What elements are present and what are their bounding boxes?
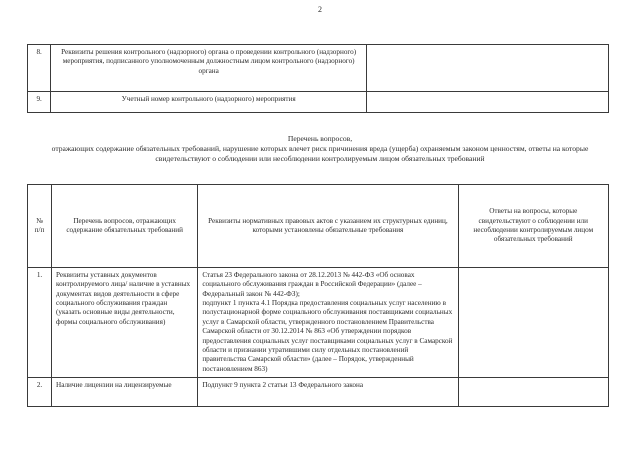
checklist-heading xyxy=(25,134,615,164)
row-number-text: 2. xyxy=(36,380,43,389)
table-row xyxy=(28,92,609,113)
question-cell xyxy=(52,377,198,406)
row-value xyxy=(367,45,609,92)
question-text: Наличие лицензии на лицензируемые xyxy=(56,380,172,389)
table-header-row xyxy=(28,185,609,268)
header-requisites: Реквизиты нормативных правовых актов с указанием их структурных единиц, которыми установлены обязательные требования xyxy=(198,185,458,268)
table-row xyxy=(28,377,609,406)
heading-title: Перечень вопросов, xyxy=(287,134,353,143)
requisites-cell xyxy=(198,377,458,406)
row-value xyxy=(367,92,609,113)
checklist-table xyxy=(27,184,609,407)
row-number: 9. xyxy=(28,92,51,113)
table-row xyxy=(28,45,609,92)
table-row xyxy=(28,268,609,378)
row-label: Реквизиты решения контрольного (надзорного) органа о проведении контрольного (надзорного) мероприятия, подписанного уполномоченным должностным лицом контрольного (надзорного) органа xyxy=(51,45,367,92)
row-number xyxy=(28,377,52,406)
requisites-cell: Статья 23 Федерального закона от 28.12.2013 № 442-ФЗ «Об основах социального обслуживания граждан в Российской Федерации» (далее – Федеральный закон № 442-ФЗ); подпункт 1 пункта 4.1 Порядка предоставления социальных услуг населению в полустационарной форме социального обслуживания поставщиками социальных услуг в Самарской области, утвержденного постановлением Правительства Самарской области от 30.12.2014 № 863 «Об утверждении порядков предоставления социальных услуг поставщиками социальных услуг в Самарской области и признании утратившими силу отдельных постановлений правительства Самарской области» (далее – Порядок, утвержденный постановлением 863) xyxy=(198,268,458,378)
header-questions: Перечень вопросов, отражающих содержание обязательных требований xyxy=(52,185,198,268)
row-label: Учетный номер контрольного (надзорного) мероприятия xyxy=(51,92,367,113)
question-cell: Реквизиты уставных документов контролируемого лица/ наличие в уставных документах видов деятельности в сфере социального обслуживания граждан (указать основные виды деятельности, формы социального обслуживания) xyxy=(52,268,198,378)
answer-cell xyxy=(458,268,609,378)
row-number: 8. xyxy=(28,45,51,92)
page-number: 2 xyxy=(318,5,322,14)
requisites-text: Подпункт 9 пункта 2 статьи 13 Федерального закона xyxy=(202,380,364,389)
row-number: 1. xyxy=(28,268,52,378)
answer-cell xyxy=(458,377,609,406)
heading-text: отражающих содержание обязательных требований, нарушение которых влечет риск причинения вреда (ущерба) охраняемым законом ценностям, ответы на которые свидетельствуют о соблюдении или несоблюдении контролируемым лицом обязательных требований xyxy=(51,144,589,164)
header-answers: Ответы на вопросы, которые свидетельствуют о соблюдении или несоблюдении контролируемым лицом обязательных требований xyxy=(458,185,609,268)
inspection-details-table xyxy=(27,44,609,113)
header-number: № п/п xyxy=(28,185,52,268)
